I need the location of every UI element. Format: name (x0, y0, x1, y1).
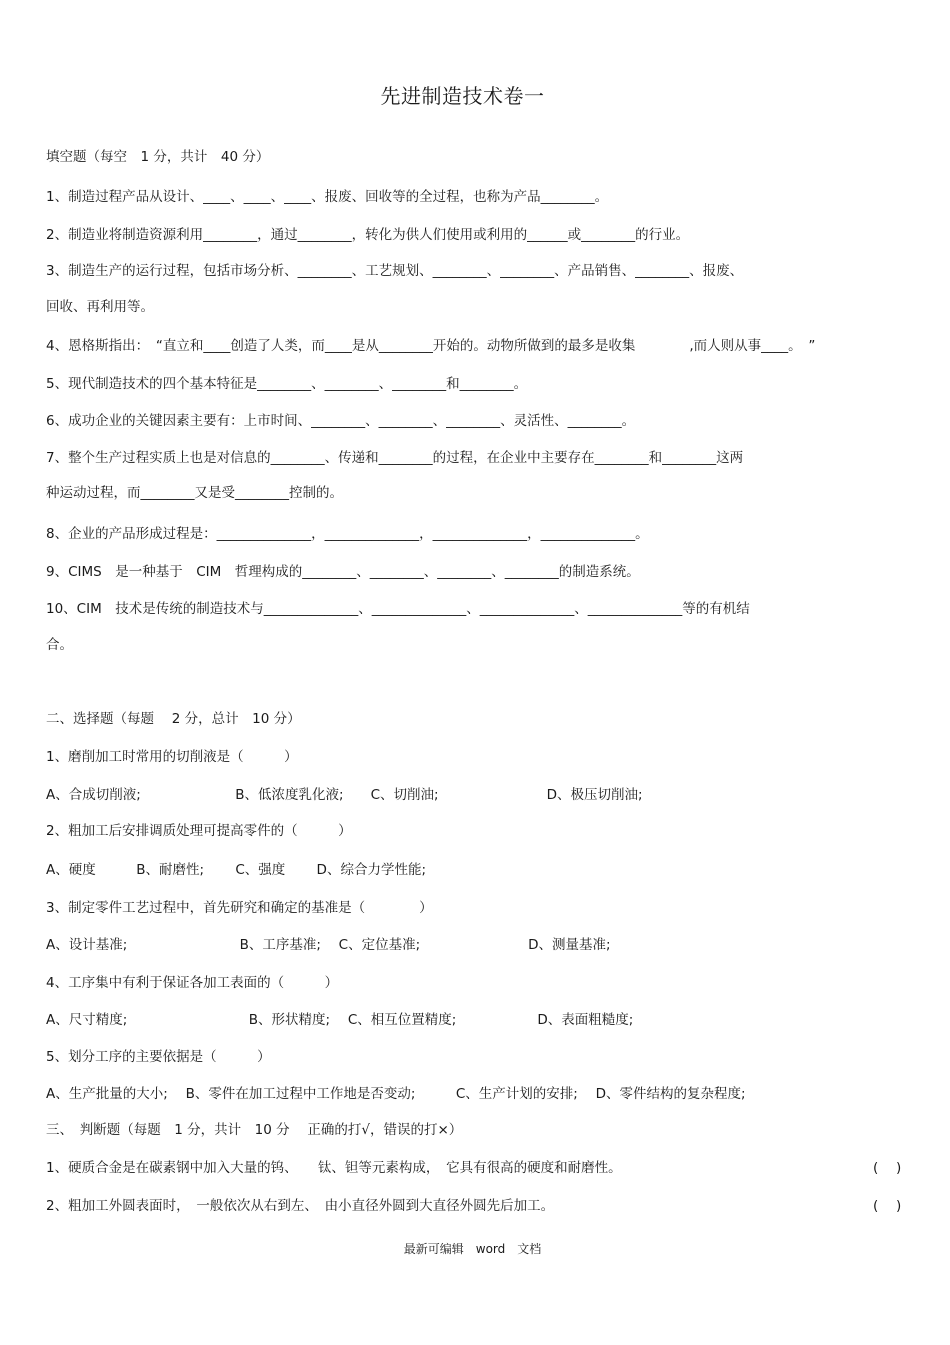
section2-heading: 二、选择题（每题 2 分，总计 10 分） (46, 711, 301, 727)
section1-heading: 填空题（每空 1 分，共计 40 分） (46, 149, 270, 165)
section1-question-8: 8、企业的产品形成过程是：______________，______________，______________，______________。 (46, 526, 649, 542)
section2-question-1: 1、磨削加工时常用的切削液是（ ） (46, 749, 298, 765)
section2-question-5-options: A、生产批量的大小; B、零件在加工过程中工作地是否变动; C、生产计划的安排; D、零件结构的复杂程度; (46, 1086, 746, 1102)
section2-question-4-options: A、尺寸精度; B、形状精度; C、相互位置精度; D、表面粗糙度; (46, 1012, 634, 1028)
section1-question-1: 1、制造过程产品从设计、____、____、____、报废、回收等的全过程，也称为产品________。 (46, 189, 609, 205)
section1-question-10-line1: 10、CIM 技术是传统的制造技术与______________、______________、______________、______________等的有机结 (46, 601, 750, 617)
document-title: 先进制造技术卷一 (380, 84, 545, 108)
section2-question-3-options: A、设计基准; B、工序基准; C、定位基准; D、测量基准; (46, 937, 611, 953)
section3-question-2: 2、粗加工外圆表面时， 一般依次从右到左、 由小直径外圆到大直径外圆先后加工。 (46, 1198, 555, 1214)
section2-question-3: 3、制定零件工艺过程中，首先研究和确定的基准是（ ） (46, 900, 433, 916)
section2-question-5: 5、划分工序的主要依据是（ ） (46, 1049, 271, 1065)
section2-question-1-options: A、合成切削液; B、低浓度乳化液; C、切削油; D、极压切削油; (46, 787, 643, 803)
section1-question-3-line2: 回收、再利用等。 (46, 299, 154, 315)
section3-question-1: 1、硬质合金是在碳素钢中加入大量的钨、 钛、钽等元素构成， 它具有很高的硬度和耐磨性。 (46, 1160, 622, 1176)
section1-question-4: 4、恩格斯指出： “直立和____创造了人类，而____是从________开始的。动物所做到的最多是收集 ,而人则从事____。 ” (46, 338, 816, 354)
section1-question-9: 9、CIMS 是一种基于 CIM 哲理构成的________、________、________、________的制造系统。 (46, 564, 640, 580)
section2-question-2: 2、粗加工后安排调质处理可提高零件的（ ） (46, 823, 352, 839)
section1-question-7-line2: 种运动过程，而________又是受________控制的。 (46, 485, 343, 501)
section2-question-4: 4、工序集中有利于保证各加工表面的（ ） (46, 975, 339, 991)
page-footer: 最新可编辑 word 文档 (403, 1242, 542, 1256)
section1-question-2: 2、制造业将制造资源利用________，通过________，转化为供人们使用或利用的______或________的行业。 (46, 227, 690, 243)
section3-question-1-answer-paren: ( ) (873, 1160, 902, 1176)
section3-heading: 三、 判断题（每题 1 分，共计 10 分 正确的打√，错误的打×） (46, 1122, 463, 1138)
section1-question-7-line1: 7、整个生产过程实质上也是对信息的________、传递和________的过程，在企业中主要存在________和________这两 (46, 450, 744, 466)
section2-question-2-options: A、硬度 B、耐磨性; C、强度 D、综合力学性能; (46, 862, 426, 878)
section1-question-6: 6、成功企业的关键因素主要有：上市时间、________、________、________、灵活性、________。 (46, 413, 636, 429)
section1-question-10-line2: 合。 (46, 637, 73, 653)
section3-question-2-answer-paren: ( ) (873, 1198, 902, 1214)
section1-question-3-line1: 3、制造生产的运行过程，包括市场分析、________、工艺规划、________、________、产品销售、________、报废、 (46, 263, 744, 279)
section1-question-5: 5、现代制造技术的四个基本特征是________、________、________和________。 (46, 376, 528, 392)
